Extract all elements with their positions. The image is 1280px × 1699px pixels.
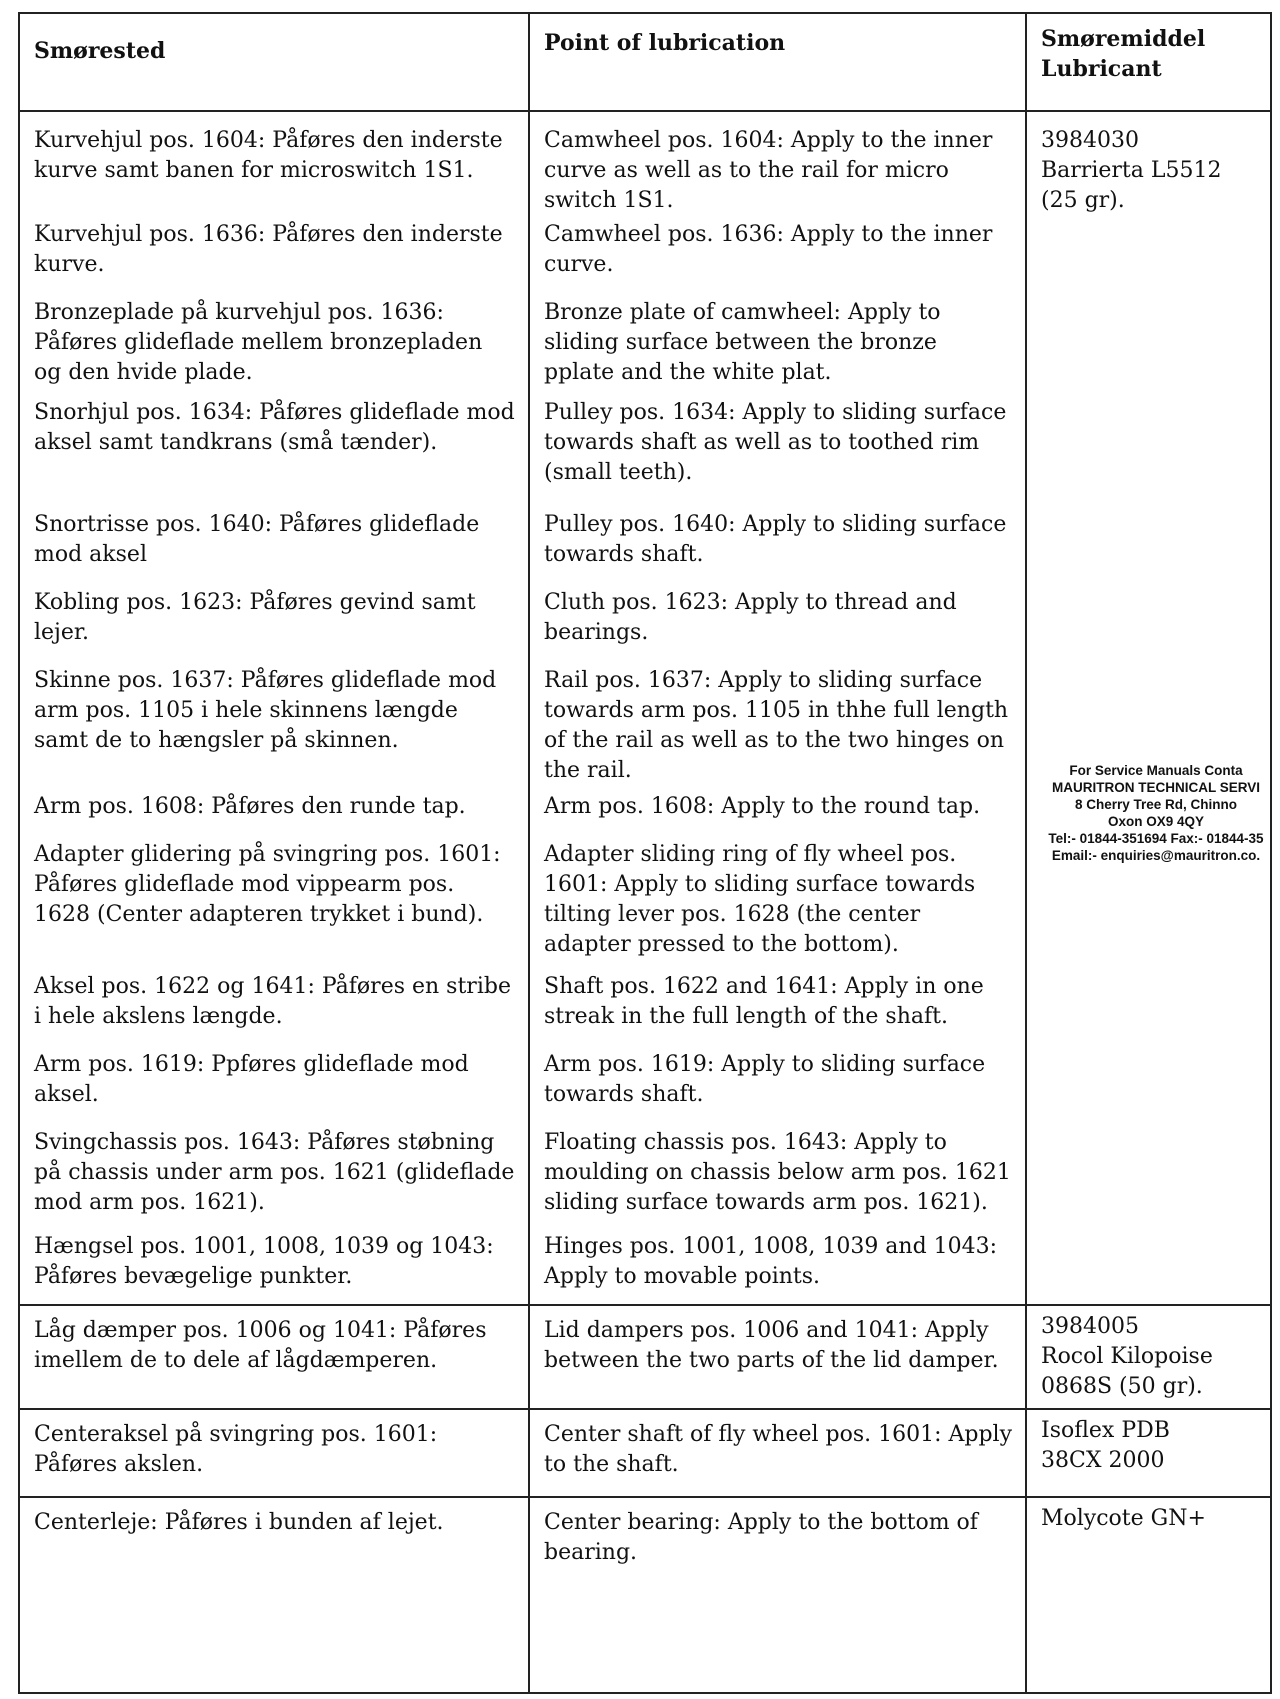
- list-item: Pulley pos. 1634: Apply to sliding surface towards shaft as well as to toothed rim (small teeth).: [544, 400, 1007, 485]
- list-item: Center bearing: Apply to the bottom of bearing.: [544, 1510, 978, 1565]
- lubricant-part-number: 3984030: [1041, 128, 1139, 153]
- list-item: Rail pos. 1637: Apply to sliding surface towards arm pos. 1105 in thhe full length of the rail as well as to the two hinges on the rail.: [544, 668, 1009, 783]
- list-item: Bronzeplade på kurvehjul pos. 1636: Påføres glideflade mellem bronzepladen og den hvide plade.: [34, 300, 483, 385]
- list-item: Kobling pos. 1623: Påføres gevind samt lejer.: [34, 590, 476, 645]
- group-3-lubricant-cell: [1026, 1409, 1271, 1497]
- group-3-english-cell: [529, 1409, 1026, 1497]
- list-item: Låg dæmper pos. 1006 og 1041: Påføres imellem de to dele af lågdæmperen.: [34, 1318, 487, 1373]
- header-lubricant-en: Lubricant: [1041, 56, 1162, 82]
- list-item: Cluth pos. 1623: Apply to thread and bearings.: [544, 590, 957, 645]
- stamp-line: 8 Cherry Tree Rd, Chinno: [1074, 797, 1238, 812]
- list-item: Arm pos. 1619: Apply to sliding surface towards shaft.: [544, 1052, 986, 1107]
- list-item: Hinges pos. 1001, 1008, 1039 and 1043: Apply to movable points.: [544, 1234, 998, 1289]
- stamp-line: Tel:- 01844-351694 Fax:- 01844-35: [1048, 831, 1264, 846]
- list-item: Snorhjul pos. 1634: Påføres glideflade mod aksel samt tandkrans (små tænder).: [34, 400, 515, 455]
- list-item: Bronze plate of camwheel: Apply to sliding surface between the bronze pplate and the white plat.: [544, 300, 941, 385]
- group-1-english-cell: [529, 111, 1026, 1305]
- list-item: Aksel pos. 1622 og 1641: Påføres en stribe i hele akslens længde.: [34, 974, 511, 1029]
- lubricant-part-number: 3984005: [1041, 1314, 1139, 1339]
- list-item: Svingchassis pos. 1643: Påføres støbning på chassis under arm pos. 1621 (glideflade mod arm pos. 1621).: [34, 1130, 515, 1215]
- table-header-row: [19, 13, 1271, 111]
- list-item: Lid dampers pos. 1006 and 1041: Apply between the two parts of the lid damper.: [544, 1318, 999, 1373]
- table-row-group-4: [19, 1497, 1271, 1693]
- group-2-english-cell: [529, 1305, 1026, 1409]
- list-item: Shaft pos. 1622 and 1641: Apply in one streak in the full length of the shaft.: [544, 974, 984, 1029]
- list-item: Center shaft of fly wheel pos. 1601: Apply to the shaft.: [544, 1422, 1013, 1477]
- list-item: Arm pos. 1608: Apply to the round tap.: [544, 794, 981, 819]
- list-item: Floating chassis pos. 1643: Apply to moulding on chassis below arm pos. 1621 sliding surface towards arm pos. 1621).: [544, 1130, 1011, 1215]
- header-lubricant: [1026, 13, 1271, 111]
- group-3-norwegian-cell: [19, 1409, 529, 1497]
- lubricant-name: Rocol Kilopoise: [1041, 1344, 1213, 1369]
- stamp-line: For Service Manuals Conta: [1069, 763, 1243, 778]
- list-item: Pulley pos. 1640: Apply to sliding surface towards shaft.: [544, 512, 1007, 567]
- table-row-group-2: [19, 1305, 1271, 1409]
- stamp-line: Oxon OX9 4QY: [1107, 814, 1205, 829]
- header-lubricant-no: Smøremiddel: [1041, 26, 1206, 52]
- group-4-english-cell: [529, 1497, 1026, 1693]
- lubricant-name: Barrierta L5512: [1041, 158, 1222, 183]
- list-item: Adapter glidering på svingring pos. 1601: Påføres glideflade mod vippearm pos. 1628 (Center adapteren trykket i bund).: [34, 842, 501, 927]
- list-item: Centerleje: Påføres i bunden af lejet.: [34, 1510, 444, 1535]
- list-item: Camwheel pos. 1636: Apply to the inner curve.: [544, 222, 993, 277]
- lubricant-name-cont: 38CX 2000: [1041, 1448, 1165, 1473]
- list-item: Arm pos. 1608: Påføres den runde tap.: [34, 794, 466, 819]
- list-item: Centeraksel på svingring pos. 1601: Påføres akslen.: [34, 1422, 438, 1477]
- list-item: Adapter sliding ring of fly wheel pos. 1601: Apply to sliding surface towards tilting lever pos. 1628 (the center adapter pressed to the bottom).: [544, 842, 976, 957]
- stamp-line: Email:- enquiries@mauritron.co.: [1051, 848, 1261, 863]
- list-item: Hængsel pos. 1001, 1008, 1039 og 1043: Påføres bevægelige punkter.: [34, 1234, 494, 1289]
- group-1-norwegian-cell: [19, 111, 529, 1305]
- table-row-group-1: [19, 111, 1271, 1305]
- list-item: Camwheel pos. 1604: Apply to the inner curve as well as to the rail for micro switch 1S1.: [544, 128, 993, 213]
- group-2-norwegian-cell: [19, 1305, 529, 1409]
- list-item: Kurvehjul pos. 1636: Påføres den inderste kurve.: [34, 222, 503, 277]
- table-row-group-3: [19, 1409, 1271, 1497]
- group-4-norwegian-cell: [19, 1497, 529, 1693]
- stamp-line: MAURITRON TECHNICAL SERVI: [1051, 780, 1260, 795]
- list-item: Snortrisse pos. 1640: Påføres glideflade mod aksel: [34, 512, 480, 567]
- group-1-lubricant-cell: [1026, 111, 1271, 1305]
- list-item: Kurvehjul pos. 1604: Påføres den inderste kurve samt banen for microswitch 1S1.: [34, 128, 503, 183]
- lubricant-name: Molycote GN+: [1041, 1506, 1206, 1531]
- list-item: Skinne pos. 1637: Påføres glideflade mod arm pos. 1105 i hele skinnens længde samt de to hængsler på skinnen.: [34, 668, 497, 753]
- header-smoerested: Smørested: [19, 13, 529, 111]
- group-2-lubricant-cell: [1026, 1305, 1271, 1409]
- lubricant-quantity: (25 gr).: [1041, 188, 1125, 213]
- lubricant-quantity: 0868S (50 gr).: [1041, 1374, 1203, 1399]
- service-stamp: [1032, 762, 1280, 864]
- header-point-of-lubrication: Point of lubrication: [529, 13, 1026, 111]
- lubricant-name: Isoflex PDB: [1041, 1418, 1170, 1443]
- list-item: Arm pos. 1619: Ppføres glideflade mod aksel.: [34, 1052, 469, 1107]
- group-4-lubricant-cell: [1026, 1497, 1271, 1693]
